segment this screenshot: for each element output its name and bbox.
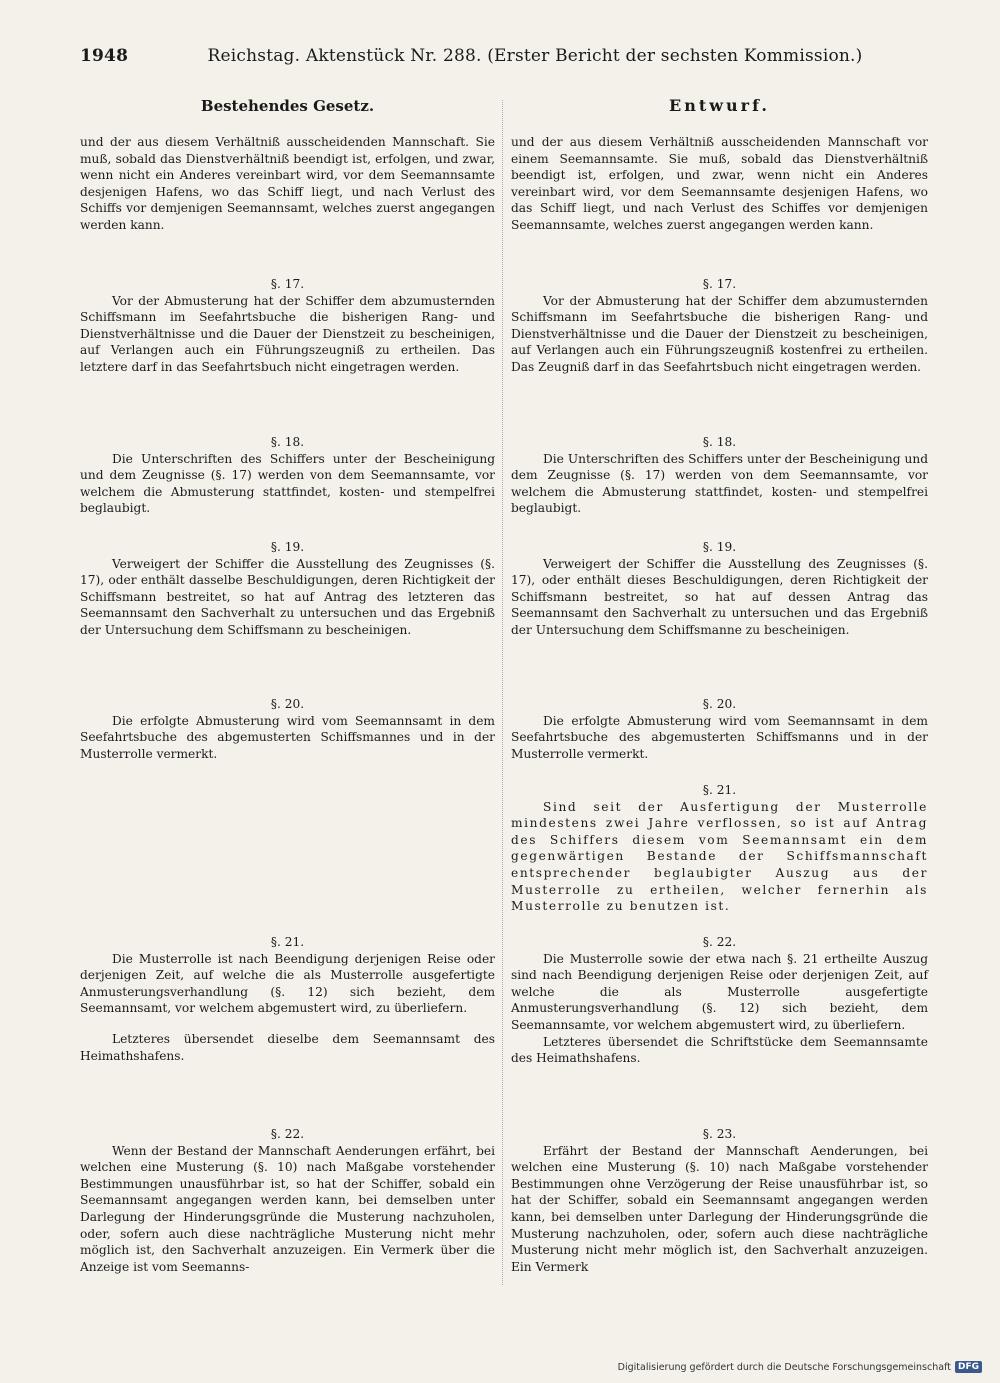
column-divider — [502, 100, 503, 1285]
section-number: §. 22. — [702, 935, 737, 949]
column-heading-right: Entwurf. — [669, 96, 770, 115]
section-number: §. 19. — [270, 540, 305, 554]
section-number: §. 18. — [702, 435, 737, 449]
paragraph-text: Die Musterrolle ist nach Beendigung derjenigen Reise oder derjenigen Zeit, auf welche die als Musterrolle ausgefertigte Anmusterungsverhandlung (§. 12) sich bezieht, dem Seemannsamt, vor welchem abgemustert wird, zu überliefern. — [80, 951, 495, 1016]
section-number: §. 18. — [270, 435, 305, 449]
paragraph-text: Wenn der Bestand der Mannschaft Aenderungen erfährt, bei welchen eine Musterung (§. 10) nach Maßgabe vorstehender Bestimmungen unausführbar ist, so hat der Schiffer, sobald ein Seemannsamt angegangen werden kann, bei demselben unter Darlegung der Hinderungsgründe die Musterung nachzuholen, oder, sofern auch diese nachträgliche Musterung nicht mehr möglich ist, den Sachverhalt anzuzeigen. Ein Vermerk über die Anzeige ist vom Seemanns- — [80, 1143, 495, 1274]
section-number: §. 21. — [702, 783, 737, 797]
paragraph-text: Vor der Abmusterung hat der Schiffer dem abzumusternden Schiffsmann im Seefahrtsbuche die bisherigen Rang- und Dienstverhältnisse und die Dauer der Dienstzeit zu bescheinigen, auf Verlangen auch ein Führungszeugniß zu ertheilen. Das letztere darf in das Seefahrtsbuch nicht eingetragen werden. — [80, 293, 495, 374]
dfg-logo-icon: DFG — [955, 1361, 982, 1373]
page-header — [80, 46, 930, 76]
section-number: §. 20. — [270, 697, 305, 711]
paragraph-text: Verweigert der Schiffer die Ausstellung des Zeugnisses (§. 17), oder enthält dieses Beschuldigungen, deren Richtigkeit der Schiffsmann bestreitet, so hat auf dessen Antrag das Seemannsamt den Sachverhalt zu untersuchen und das Ergebniß der Untersuchung dem Schiffsmanne zu bescheinigen. — [511, 556, 928, 637]
section-17-right — [511, 276, 928, 376]
paragraph-text: Die erfolgte Abmusterung wird vom Seemannsamt in dem Seefahrtsbuche des abgemusterten Schiffsmanns und in der Musterrolle vermerkt. — [511, 713, 928, 761]
intro-paragraph-left — [80, 134, 495, 234]
section-number: §. 17. — [702, 277, 737, 291]
section-18-right — [511, 434, 928, 517]
digitization-footer — [618, 1361, 982, 1373]
paragraph-text: Verweigert der Schiffer die Ausstellung des Zeugnisses (§. 17), oder enthält dasselbe Beschuldigungen, deren Richtigkeit der Schiffsmann bestreitet, so hat auf Antrag des letzteren das Seemannsamt den Sachverhalt zu untersuchen und das Ergebniß der Untersuchung dem Schiffsmann zu bescheinigen. — [80, 556, 495, 637]
paragraph-text: Vor der Abmusterung hat der Schiffer dem abzumusternden Schiffsmann im Seefahrtsbuche die bisherigen Rang- und Dienstverhältnisse und die Dauer der Dienstzeit zu bescheinigen, auf Verlangen auch ein Führungszeugniß kostenfrei zu ertheilen. Das Zeugniß darf in das Seefahrtsbuch nicht eingetragen werden. — [511, 293, 928, 374]
paragraph-text: und der aus diesem Verhältniß ausscheidenden Mannschaft vor einem Seemannsamte. Sie muß, sobald das Dienstverhältniß beendigt ist, erfolgen, und zwar, wenn nicht ein Anderes vereinbart wird, vor dem Seemannsamte desjenigen Hafens, wo das Schiff liegt, und nach Verlust des Schiffes vor demjenigen Seemannsamte, welches zuerst angegangen werden kann. — [511, 135, 928, 232]
column-heading-left: Bestehendes Gesetz. — [200, 97, 375, 115]
section-19-left — [80, 539, 495, 639]
paragraph-text: Die Unterschriften des Schiffers unter der Bescheinigung und dem Zeugnisse (§. 17) werden von dem Seemannsamte, vor welchem die Abmusterung stattfindet, kosten- und stempelfrei beglaubigt. — [511, 451, 928, 516]
section-20-right — [511, 696, 928, 762]
section-21-right — [511, 782, 928, 915]
section-18-left — [80, 434, 495, 517]
paragraph-text: Letzteres übersendet dieselbe dem Seemannsamt des Heimathshafens. — [80, 1031, 495, 1063]
section-number: §. 21. — [270, 935, 305, 949]
paragraph-text: Die Unterschriften des Schiffers unter der Bescheinigung und dem Zeugnisse (§. 17) werden von dem Seemannsamte, vor welchem die Abmusterung stattfindet, kosten- und stempelfrei beglaubigt. — [80, 451, 495, 516]
section-23-right — [511, 1126, 928, 1275]
section-number: §. 22. — [270, 1127, 305, 1141]
section-number: §. 19. — [702, 540, 737, 554]
section-21-left — [80, 934, 495, 1064]
paragraph-text: Erfährt der Bestand der Mannschaft Aenderungen, bei welchen eine Musterung (§. 10) nach Maßgabe vorstehender Bestimmungen ohne Verzögerung der Reise unausführbar ist, so hat der Schiffer, sobald ein Seemannsamt angegangen werden kann, bei demselben unter Darlegung der Hinderungsgründe die Musterung nachzuholen, oder, sofern auch diese nachträgliche Musterung nicht mehr möglich ist, den Sachverhalt anzuzeigen. Ein Vermerk — [511, 1143, 928, 1274]
footer-credit: Digitalisierung gefördert durch die Deutsche Forschungsgemeinschaft — [617, 1361, 951, 1373]
paragraph-text: Die Musterrolle sowie der etwa nach §. 21 ertheilte Auszug sind nach Beendigung derjenigen Reise oder derjenigen Zeit, auf welche die als Musterrolle ausgefertigte Anmusterungsverhandlung (§. 12) sich bezieht, dem Seemannsamte, vor welchem abgemustert wird, zu überliefern. — [511, 951, 928, 1032]
section-22-left — [80, 1126, 495, 1275]
column-draft — [511, 96, 928, 1286]
paragraph-text: Sind seit der Ausfertigung der Musterrolle mindestens zwei Jahre verflossen, so ist auf Antrag des Schiffers diesem vom Seemannsamt ein dem gegenwärtigen Bestande der Schiffsmannschaft entsprechender beglaubigter Auszug aus der Musterrolle zu ertheilen, welcher fernerhin als Musterrolle zu benutzen ist. — [511, 799, 928, 914]
section-19-right — [511, 539, 928, 639]
page-number: 1948 — [80, 46, 129, 66]
column-existing-law — [80, 96, 495, 1286]
section-17-left — [80, 276, 495, 376]
section-22-right — [511, 934, 928, 1067]
section-number: §. 17. — [270, 277, 305, 291]
section-number: §. 20. — [702, 697, 737, 711]
section-number: §. 23. — [702, 1127, 737, 1141]
paragraph-text: und der aus diesem Verhältniß ausscheidenden Mannschaft. Sie muß, sobald das Dienstverhältniß beendigt ist, erfolgen, und zwar, wenn nicht ein Anderes vereinbart wird, vor dem Seemannsamte desjenigen Hafens, wo das Schiff liegt, und nach Verlust des Schiffs vor demjenigen Seemannsamt, welches zuerst angegangen werden kann. — [80, 135, 495, 232]
intro-paragraph-right — [511, 134, 928, 234]
section-20-left — [80, 696, 495, 762]
paragraph-text: Letzteres übersendet die Schriftstücke dem Seemannsamte des Heimathshafens. — [511, 1034, 928, 1066]
paragraph-text: Die erfolgte Abmusterung wird vom Seemannsamt in dem Seefahrtsbuche des abgemusterten Schiffsmannes und in der Musterrolle vermerkt. — [80, 713, 495, 761]
running-title: Reichstag. Aktenstück Nr. 288. (Erster Bericht der sechsten Kommission.) — [207, 46, 863, 66]
